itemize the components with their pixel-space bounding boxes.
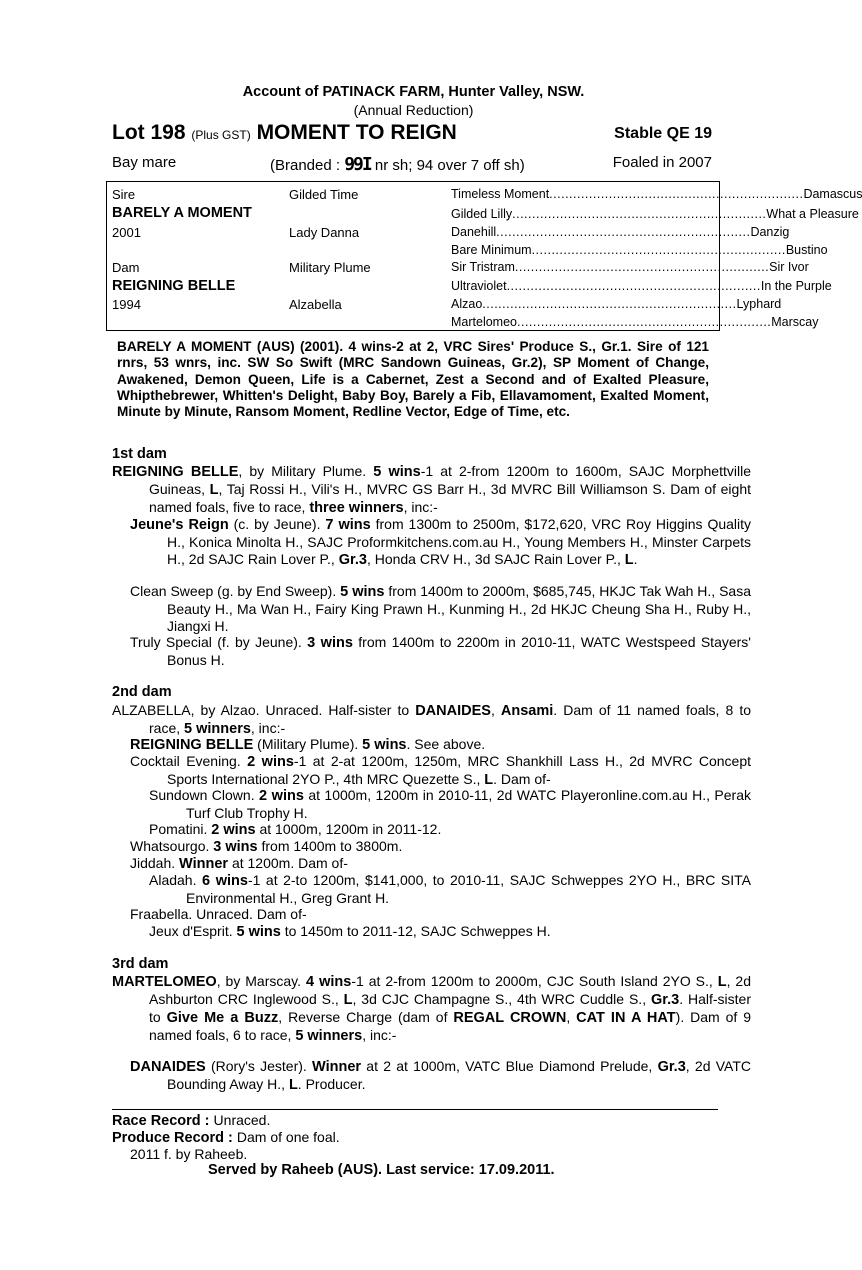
progeny-pomatini: Pomatini. 2 wins at 1000m, 1200m in 2011-12.	[149, 821, 442, 838]
progeny-fraabella: Fraabella. Unraced. Dam of-	[130, 906, 307, 922]
sire-label: Sire	[112, 187, 136, 202]
divider	[112, 1109, 718, 1110]
ancestor-row: Timeless Moment ................................................................ Damascus	[451, 187, 862, 201]
ancestor-row: Bare Minimum ................................................................ Bustino	[451, 243, 828, 257]
horse-name: MOMENT TO REIGN	[256, 121, 457, 144]
progeny-truly-special: Truly Special (f. by Jeune). 3 wins from 1400m to 2200m in 2010-11, WATC Westspeed Stayers' Bonus H.	[130, 634, 751, 668]
ancestor-row: Alzao ................................................................ Lyphard	[451, 297, 782, 311]
dam-entry-reigning-belle: REIGNING BELLE, by Military Plume. 5 wins-1 at 2-from 1200m to 1600m, SAJC Morphettville Guineas, L, Taj Rossi H., Vili's H., MVRC GS Barr H., 3d MVRC Bill Williamson S. Dam of eight named foals, five to race, three winners, inc:-	[112, 463, 751, 516]
lot-title	[112, 121, 457, 145]
foaled-year: Foaled in 2007	[612, 154, 712, 171]
dam-entry-alzabella: ALZABELLA, by Alzao. Unraced. Half-sister to DANAIDES, Ansami. Dam of 11 named foals, 8 to race, 5 winners, inc:-	[112, 702, 752, 737]
race-record: Race Record : Unraced.	[112, 1112, 271, 1129]
ancestor-row: Sir Tristram ................................................................ Sir Ivor	[451, 260, 809, 274]
stable-location: Stable QE 19	[614, 125, 712, 142]
sire-name: BARELY A MOMENT	[112, 205, 252, 221]
produce-foal: 2011 f. by Raheeb.	[130, 1146, 248, 1162]
consignor-line: Account of PATINACK FARM, Hunter Valley, NSW.	[242, 84, 585, 100]
grandsire-paternal: Gilded Time	[289, 187, 359, 202]
granddam-paternal: Lady Danna	[289, 225, 360, 240]
progeny-cocktail-evening: Cocktail Evening. 2 wins-1 at 2-at 1200m, 1250m, MRC Shankhill Lass H., 2d MVRC Concept Sports International 2YO P., 4th MRC Quezette S., L. Dam of-	[130, 753, 751, 788]
pedigree-table	[106, 181, 862, 331]
section-heading-1st-dam: 1st dam	[112, 446, 167, 462]
dam-year: 1994	[112, 297, 141, 312]
ancestor-row: Gilded Lilly ................................................................ What a Pleasure	[451, 207, 859, 221]
progeny-danaides: DANAIDES (Rory's Jester). Winner at 2 at 1000m, VATC Blue Diamond Prelude, Gr.3, 2d VATC Bounding Away H., L. Producer.	[130, 1058, 751, 1093]
progeny-jiddah: Jiddah. Winner at 1200m. Dam of-	[130, 855, 348, 872]
ancestor-row: Martelomeo ................................................................ Marscay	[451, 315, 819, 329]
progeny-sundown-clown: Sundown Clown. 2 wins at 1000m, 1200m in 2010-11, 2d WATC Playeronline.com.au H., Perak Turf Club Trophy H.	[149, 787, 751, 821]
progeny-aladah: Aladah. 6 wins-1 at 2-to 1200m, $141,000, to 2010-11, SAJC Schweppes 2YO H., BRC SITA Environmental H., Greg Grant H.	[149, 872, 751, 906]
dam-name: REIGNING BELLE	[112, 278, 236, 294]
ancestor-row: Ultraviolet ................................................................ In the Purple	[451, 279, 832, 293]
granddam-maternal: Alzabella	[289, 297, 342, 312]
section-heading-2nd-dam: 2nd dam	[112, 684, 172, 700]
progeny-clean-sweep: Clean Sweep (g. by End Sweep). 5 wins from 1400m to 2000m, $685,745, HKJC Tak Wah H., Sasa Beauty H., Ma Wan H., Fairy King Prawn H., Kunming H., 2d HKJC Cheung Sha H., Ruby H., Jiangxi H.	[130, 583, 752, 634]
service-note: Served by Raheeb (AUS). Last service: 17.09.2011.	[208, 1162, 555, 1178]
plus-gst: (Plus GST)	[191, 128, 251, 142]
brand-info: (Branded : 99I nr sh; 94 over 7 off sh)	[270, 154, 525, 175]
produce-record: Produce Record : Dam of one foal.	[112, 1129, 340, 1146]
grandsire-maternal: Military Plume	[289, 260, 371, 275]
dam-label: Dam	[112, 260, 140, 275]
progeny-jeunes-reign: Jeune's Reign (c. by Jeune). 7 wins from 1300m to 2500m, $172,620, VRC Roy Higgins Quality H., Konica Minolta H., SAJC Proformkitchens.com.au H., Young Members H., Minster Carpets H., 2d SAJC Rain Lover P., Gr.3, Honda CRV H., 3d SAJC Rain Lover P., L.	[130, 516, 752, 568]
sire-year: 2001	[112, 225, 141, 240]
brand-mark: 99I	[344, 154, 371, 175]
ancestor-row: Danehill ................................................................ Danzig	[451, 225, 790, 239]
lot-number: Lot 198	[112, 121, 186, 144]
sire-summary: BARELY A MOMENT (AUS) (2001). 4 wins-2 at 2, VRC Sires' Produce S., Gr.1. Sire of 121 rnrs, 53 wnrs, inc. SW So Swift (MRC Sandown Guineas, Gr.2), SP Moment of Change, Awakened, Demon Queen, Life is a Cabernet, Zest a Second and of Exalted Pleasure, Whipthebrewer, Whitten's Delight, Baby Boy, Barely a Fib, Ellavamoment, Exalted Moment, Minute by Minute, Ransom Moment, Redline Vector, Edge of Time, etc.	[117, 339, 709, 420]
progeny-whatsourgo: Whatsourgo. 3 wins from 1400m to 3800m.	[130, 838, 403, 855]
horse-sex: Bay mare	[112, 154, 177, 171]
dam-entry-martelomeo: MARTELOMEO, by Marscay. 4 wins-1 at 2-from 1200m to 2000m, CJC South Island 2YO S., L, 2d Ashburton CRC Inglewood S., L, 3d CJC Champagne S., 4th WRC Cuddle S., Gr.3. Half-sister to Give Me a Buzz, Reverse Charge (dam of REGAL CROWN, CAT IN A HAT). Dam of 9 named foals, 6 to race, 5 winners, inc:-	[112, 973, 752, 1044]
section-heading-3rd-dam: 3rd dam	[112, 956, 169, 972]
sale-subtitle: (Annual Reduction)	[353, 102, 474, 118]
progeny-reigning-belle: REIGNING BELLE (Military Plume). 5 wins. See above.	[130, 736, 486, 753]
progeny-jeux-desprit: Jeux d'Esprit. 5 wins to 1450m to 2011-12, SAJC Schweppes H.	[149, 923, 551, 940]
